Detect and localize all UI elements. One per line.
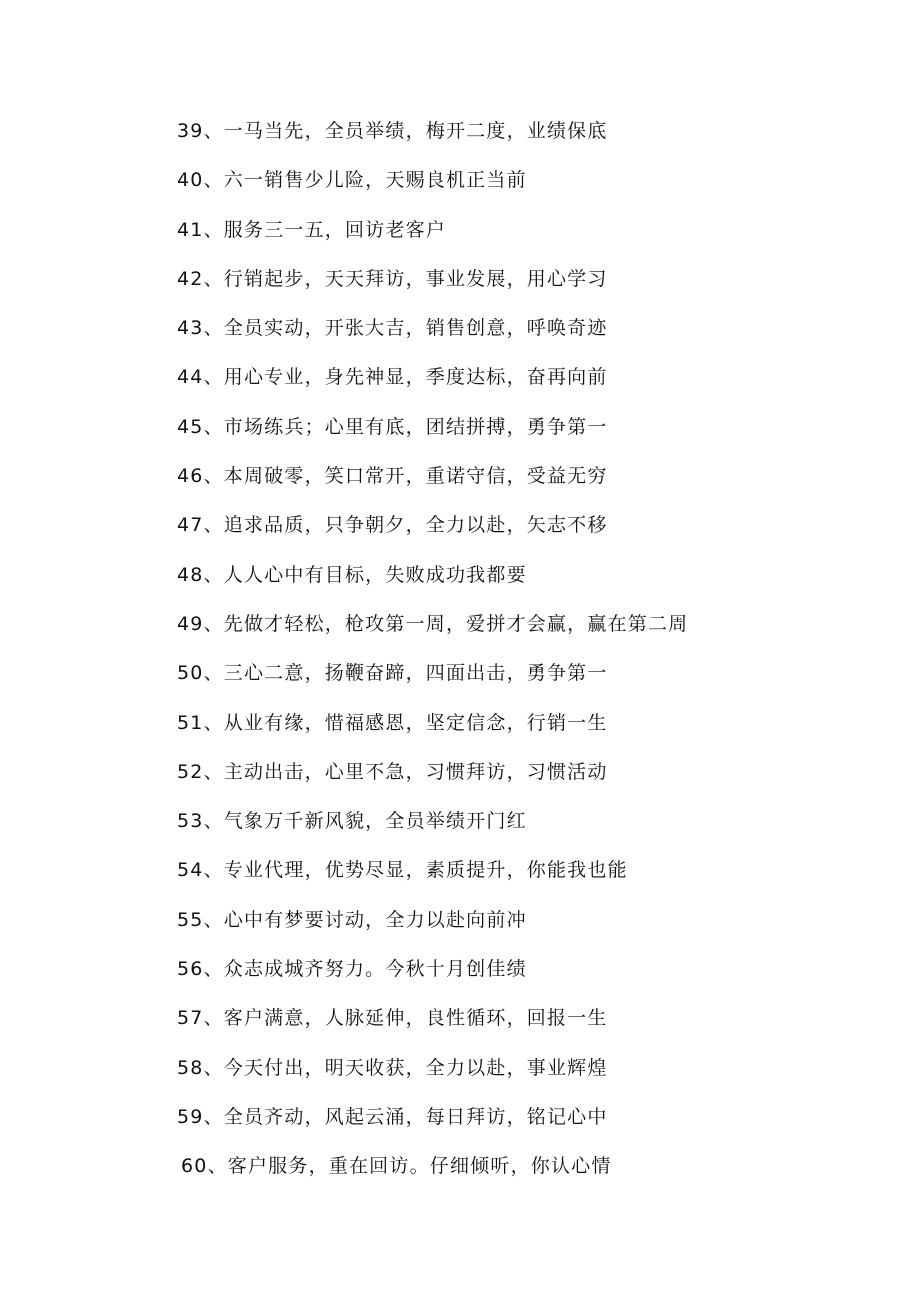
slogan-line-45: 45、市场练兵；心里有底，团结拼搏，勇争第一 — [177, 415, 608, 438]
slogan-line-46: 46、本周破零，笑口常开，重诺守信，受益无穷 — [177, 465, 608, 488]
slogan-line-47: 47、追求品质，只争朝夕，全力以赴，矢志不移 — [177, 514, 608, 537]
slogan-line-53: 53、气象万千新风貌，全员举绩开门红 — [177, 810, 527, 833]
slogan-line-43: 43、全员实动，开张大吉，销售创意，呼唤奇迹 — [177, 317, 608, 340]
slogan-line-50: 50、三心二意，扬鞭奋蹄，四面出击，勇争第一 — [177, 662, 608, 685]
slogan-line-49: 49、先做才轻松，枪攻第一周，爱拼才会赢，赢在第二周 — [177, 612, 689, 635]
slogan-line-59: 59、全员齐动，风起云涌，每日拜访，铭记心中 — [177, 1105, 608, 1128]
slogan-line-41: 41、服务三一五，回访老客户 — [177, 218, 446, 241]
slogan-line-52: 52、主动出击，心里不急，习惯拜访，习惯活动 — [177, 760, 608, 783]
slogan-line-58: 58、今天付出，明天收获，全力以赴，事业辉煌 — [177, 1056, 608, 1079]
slogan-line-42: 42、行销起步，天天拜访，事业发展，用心学习 — [177, 267, 608, 290]
slogan-line-39: 39、一马当先，全员举绩，梅开二度，业绩保底 — [177, 120, 608, 142]
slogan-line-44: 44、用心专业，身先神显，季度达标，奋再向前 — [177, 366, 608, 389]
slogan-line-60: 60、客户服务，重在回访。仔细倾听，你认心情 — [181, 1155, 612, 1178]
slogan-line-51: 51、从业有缘，惜福感恩，坚定信念，行销一生 — [177, 711, 608, 734]
slogan-line-56: 56、众志成城齐努力。今秋十月创佳绩 — [177, 958, 527, 981]
slogan-line-55: 55、心中有梦要讨动，全力以赴向前冲 — [177, 908, 527, 931]
slogan-line-48: 48、人人心中有目标，失败成功我都要 — [177, 563, 527, 586]
slogan-line-57: 57、客户满意，人脉延伸，良性循环，回报一生 — [177, 1007, 608, 1030]
slogan-list — [177, 114, 688, 1199]
slogan-line-54: 54、专业代理，优势尽显，素质提升，你能我也能 — [177, 859, 628, 882]
slogan-line-40: 40、六一销售少儿险，天赐良机正当前 — [177, 169, 527, 192]
